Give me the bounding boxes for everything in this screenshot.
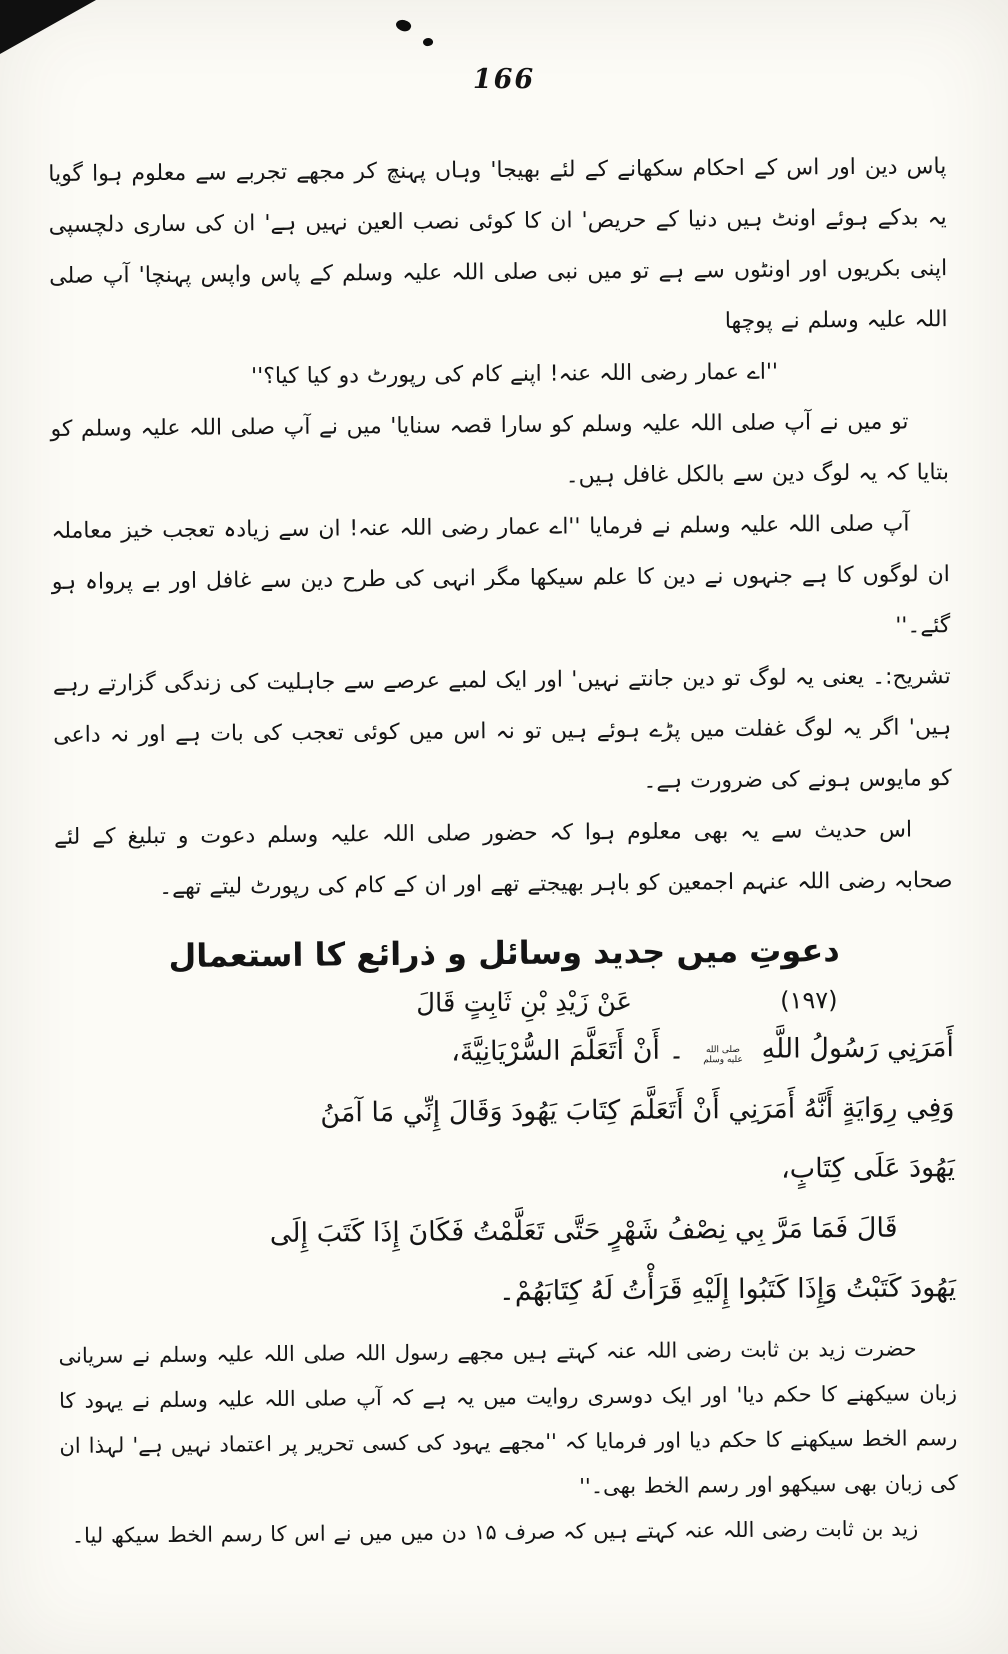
hadith-header [55, 984, 953, 1022]
urdu-paragraph-1-quote: ''اے عمار رضی اللہ عنہ! اپنے کام کی رپورٹ دو کیا کیا؟'' [251, 359, 779, 390]
translation-paragraph-2: زید بن ثابت رضی اللہ عنہ کہتے ہیں کہ صرف ۱۵ دن میں میں نے اس کا رسم الخط سیکھ لیا۔ [71, 1516, 919, 1548]
page-content [0, 91, 1008, 1560]
urdu-paragraph-5: اس حدیث سے یہ بھی معلوم ہوا کہ حضور صلی اللہ علیہ وسلم دعوت و تبلیغ کے لئے صحابہ رضی اللہ عنہم اجمعین کو باہر بھیجتے تھے اور ان کے کام کی رپورٹ لیتے تھے۔ [53, 817, 953, 901]
arabic-line-1-post: ۔ أَنْ أَتَعَلَّمَ السُّرْيَانِيَّةَ، [451, 1034, 685, 1068]
arabic-line-5: يَهُودَ كَتَبْتُ وَإِذَا كَتَبُوا إِلَيْهِ قَرَأْتُ لَهُ كِتَابَهُمْ۔ [498, 1272, 957, 1308]
arabic-line-3: يَهُودَ عَلَى كِتَابٍ، [780, 1152, 956, 1185]
hadith-narrator: عَنْ زَيْدِ بْنِ ثَابِتٍ قَالَ [416, 986, 633, 1019]
urdu-paragraph-2: تو میں نے آپ صلی اللہ علیہ وسلم کو سارا قصہ سنایا' میں نے آپ صلی اللہ علیہ وسلم کو بتایا کہ یہ لوگ دین سے بالکل غافل ہیں۔ [50, 409, 950, 489]
urdu-paragraph-1: پاس دین اور اس کے احکام سکھانے کے لئے بھیجا' وہاں پہنچ کر مجھے تجربے سے معلوم ہوا گویا یہ بدکے ہوئے اونٹ ہیں دنیا کے حریص' ان کا کوئی نصب العین نہیں ہے' ان کی ساری دلچسپی اپنی بکریوں اور اونٹوں سے ہے تو میں نبی صلی اللہ علیہ وسلم کے پاس واپس پہنچا' آپ صلی اللہ علیہ وسلم نے پوچھا [48, 154, 948, 335]
arabic-line-4: قَالَ فَمَا مَرَّ بِي نِصْفُ شَهْرٍ حَتَّى تَعَلَّمْتُ فَكَانَ إِذَا كَتَبَ إِلَى [269, 1212, 898, 1250]
arabic-line-1 [56, 1018, 954, 1086]
arabic-line-2: وَفِي رِوَايَةٍ أَنَّهُ أَمَرَنِي أَنْ أَتَعَلَّمَ كِتَابَ يَهُودَ وَقَالَ إِنِّي مَا آمَنُ [320, 1092, 955, 1129]
sallallahu-alayhi-wasallam-mark: صلى الله عليه وسلم [703, 1044, 743, 1066]
urdu-paragraph-3: آپ صلی اللہ علیہ وسلم نے فرمایا ''اے عمار رضی اللہ عنہ! ان سے زیادہ تعجب خیز معاملہ ان لوگوں کا ہے جنہوں نے دین کا علم سیکھا مگر انہی کی طرح دین سے غافل اور بے پرواہ ہو گئے۔'' [51, 511, 951, 639]
translation-paragraph-1: حضرت زید بن ثابت رضی اللہ عنہ کہتے ہیں مجھے رسول اللہ صلی اللہ علیہ وسلم نے سریانی زبان سیکھنے کا حکم دیا' اور ایک دوسری روایت میں یہ ہے کہ آپ صلی اللہ علیہ وسلم نے یہود کا رسم الخط سیکھنے کا حکم دیا اور فرمایا کہ ''مجھے یہود کی کسی تحریر پر اعتماد نہیں ہے' لہذا ان کی زبان بھی سیکھو اور رسم الخط بھی۔'' [58, 1336, 958, 1499]
section-heading: دعوتِ میں جدید وسائل و ذرائع کا استعمال [168, 931, 840, 975]
hadith-number: (۱۹۷) [779, 986, 838, 1015]
page-number: 166 [472, 64, 536, 95]
urdu-paragraph-commentary: تشریح:۔ یعنی یہ لوگ تو دین جانتے نہیں' اور ایک لمبے عرصے سے جاہلیت کی زندگی گزارتے رہے ہیں' اگر یہ لوگ غفلت میں پڑے ہوئے ہیں تو نہ اس میں کوئی تعجب کی بات ہے اور نہ داعی کو مایوس ہونے کی ضرورت ہے۔ [52, 664, 952, 794]
scan-artifact-corner [0, 0, 96, 54]
hadith-arabic-text [56, 1018, 957, 1326]
arabic-line-1-pre: أَمَرَنِي رَسُولُ اللَّهِ [761, 1032, 955, 1065]
